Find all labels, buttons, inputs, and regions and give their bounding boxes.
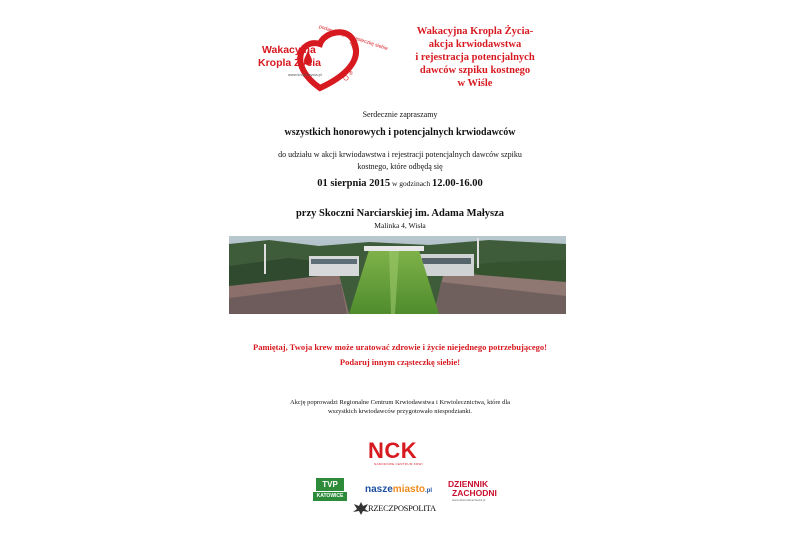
main-audience: wszystkich honorowych i potencjalnych krwiodawców (284, 127, 516, 138)
naszemiasto-part1: nasze (365, 484, 393, 495)
nck-logo (360, 438, 440, 468)
heart-icon (258, 20, 368, 92)
title-line: w Wiśle (457, 78, 493, 89)
title-line: Wakacyjna Kropla Życia- (416, 26, 534, 37)
logo-registered-mark: ® (349, 71, 353, 77)
naszemiasto-suffix: .pl (425, 488, 433, 494)
ski-jump-photo (229, 236, 566, 314)
dziennik-url: www.dziennikzachodni.pl (452, 498, 486, 502)
tvp-logo-text: TVP (316, 478, 344, 491)
title-line: dawców szpiku kostnego (419, 65, 531, 76)
event-title (405, 25, 545, 90)
naszemiasto-logo (365, 484, 432, 495)
naszemiasto-part2: miasto (392, 484, 426, 495)
nck-logo-text: NCK (368, 438, 418, 463)
organizer-line: wszystkich krwiodawców przygotowało niespodzianki. (327, 408, 473, 415)
dziennik-zachodni-logo (446, 479, 500, 503)
logo-arc-text: podaruj innym cząsteczkę siebie (318, 24, 389, 52)
invite-text: Serdecznie zapraszamy (362, 110, 438, 119)
logo-line-2: Kropla Życia (258, 57, 322, 69)
nck-logo-subtitle: NARODOWE CENTRUM KRWI (374, 462, 423, 466)
dziennik-line2: ZACHODNI (452, 488, 497, 498)
description-line: kostnego, które odbędą się (357, 162, 443, 171)
event-address: Malinka 4, Wisła (374, 221, 426, 230)
logo-url: www.kroplazycia.pl (288, 72, 322, 77)
dziennik-line1: DZIENNIK (448, 479, 489, 489)
description (250, 149, 550, 173)
date-day: 01 sierpnia 2015 (317, 178, 391, 189)
event-date (200, 178, 600, 189)
organizer-note (250, 398, 550, 416)
title-line: i rejestracja potencjalnych (415, 52, 535, 63)
logo-line-1: Wakacyjna (262, 44, 316, 56)
remember-message: Pamiętaj, Twoja krew może uratować zdrowie i życie niejednego potrzebującego! (253, 342, 547, 352)
donate-message: Podaruj innym cząsteczkę siebie! (339, 357, 461, 367)
date-connector: w godzinach (390, 179, 433, 188)
rzeczpospolita-text: RZECZPOSPOLITA (368, 503, 436, 513)
description-line: do udziału w akcji krwiodawstwa i rejestracji potencjalnych dawców szpiku (278, 150, 522, 159)
wakacyjna-kropla-zycia-logo (258, 20, 389, 92)
title-line: akcja krwiodawstwa (428, 39, 522, 50)
rzeczpospolita-logo (352, 500, 442, 516)
organizer-line: Akcję poprowadzi Regionalne Centrum Krwiodawstwa i Krwiolecznictwa, które dla (289, 399, 511, 406)
tvp-logo-subtitle: KATOWICE (313, 492, 347, 501)
date-hours: 12.00-16.00 (432, 178, 483, 189)
tvp-katowice-logo (313, 478, 347, 502)
event-place: przy Skoczni Narciarskiej im. Adama Małysza (295, 208, 505, 219)
